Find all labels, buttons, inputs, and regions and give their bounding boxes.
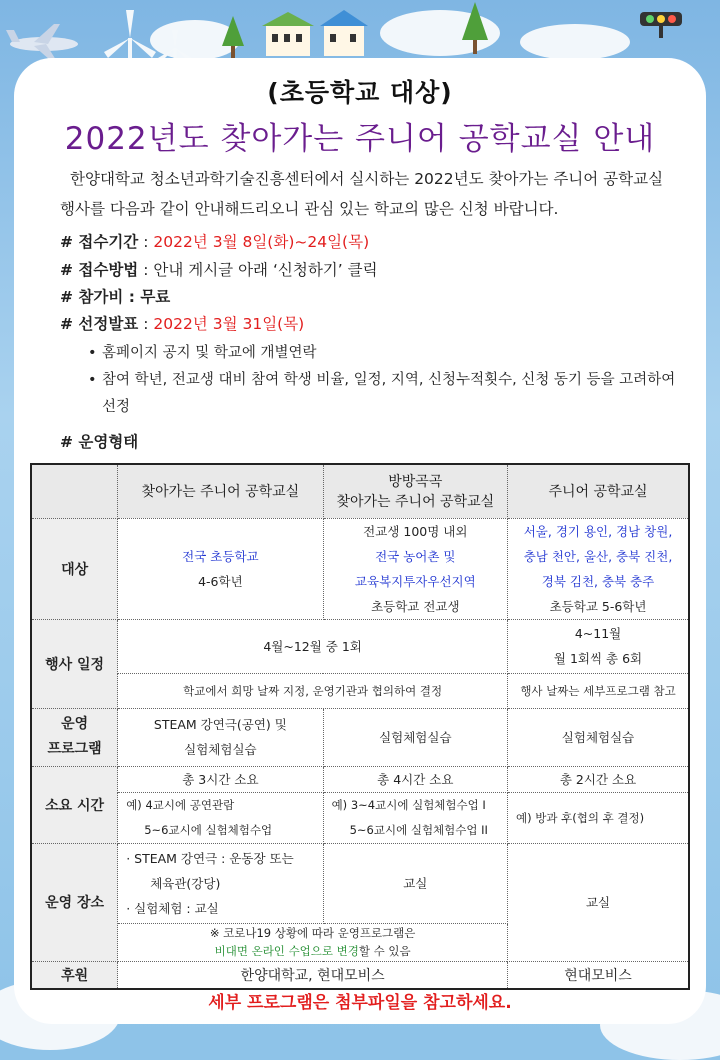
table-cell: 실험체험실습 [508,708,689,766]
cell-line: 충남 천안, 울산, 충북 진천, [523,548,673,564]
cloud-decoration [520,24,630,60]
row-label: 운영 장소 [31,843,118,961]
subtitle: (초등학교 대상) [267,78,453,107]
row-label: 행사 일정 [31,619,118,708]
row-label: 소요 시간 [31,766,118,843]
table-header: 주니어 공학교실 [508,464,689,518]
row-label-line: 프로그램 [47,741,102,757]
table-cell: 한양대학교, 현대모비스 [118,961,508,989]
table-cell [508,619,689,673]
table-cell [118,843,323,923]
tree-icon [460,0,490,56]
covid-note-line: ※ 코로나19 상황에 따라 운영프로그램은 [209,926,416,940]
cell-line: 전국 초등학교 [182,548,259,564]
row-label: 대상 [31,518,118,619]
cell-line: 예) 4교시에 공연관람 [126,797,235,812]
table-cell: 총 3시간 소요 [118,766,323,792]
info-separator: : [138,315,154,333]
table-cell [118,792,323,843]
ops-heading-text: # 운영형태 [60,433,139,451]
table-cell: 교실 [508,843,689,961]
cell-line: 월 1회씩 총 6회 [553,651,643,666]
table-row [31,961,689,989]
info-fee [60,285,170,307]
bullet-dot-icon: • [88,372,97,388]
table-cell: 총 2시간 소요 [508,766,689,792]
info-separator: : [123,288,141,306]
info-key: # 참가비 [60,288,124,306]
bullet-dot-icon: • [88,345,97,361]
cell-line: · STEAM 강연극 : 운동장 또는 [126,850,294,866]
row-label: 후원 [31,961,118,989]
table-row [31,792,689,843]
table-cell: 실험체험실습 [323,708,507,766]
tree-icon [220,14,246,58]
table-cell: 교실 [323,843,507,923]
house-icon [258,8,318,56]
info-key: # 선정발표 [60,315,139,333]
table-cell [323,518,507,619]
cell-line: 5~6교시에 실험체험수업 II [349,822,488,837]
cell-line: · 실험체험 : 교실 [126,900,219,916]
table-cell: 총 4시간 소요 [323,766,507,792]
info-value: 2022년 3월 31일(목) [153,315,305,333]
row-label-line: 운영 [61,716,89,732]
intro-paragraph: 한양대학교 청소년과학기술진흥센터에서 실시하는 2022년도 찾아가는 주니어 공학교실 행사를 다음과 같이 안내해드리오니 관심 있는 학교의 많은 신청 바랍니다. [60,170,664,218]
table-row [31,766,689,792]
table-cell: 4월~12월 중 1회 [118,619,508,673]
info-announcement [60,312,304,334]
table-cell [118,708,323,766]
cell-line: 4~11월 [574,626,622,641]
table-header: 찾아가는 주니어 공학교실 [118,464,323,518]
bullet-item [88,340,678,367]
cell-line: 5~6교시에 실험체험수업 [144,822,273,837]
table-cell [508,518,689,619]
info-application-method [60,258,378,280]
table-row [31,843,689,923]
table-header-line: 방방곡곡 [388,474,443,491]
info-separator: : [138,261,154,279]
info-value: 안내 게시글 아래 ‘신청하기’ 클릭 [153,261,378,279]
table-header-line: 찾아가는 주니어 공학교실 [336,494,495,511]
traffic-light-icon [638,8,684,38]
table-row [31,619,689,673]
table-header-corner [31,464,118,518]
table-header [323,464,507,518]
bullet-item [88,367,678,421]
cell-line: 경북 김천, 충북 충주 [541,573,655,589]
table-cell [118,923,508,961]
cell-line: 4-6학년 [198,573,243,589]
table-row [31,518,689,619]
cell-line: 예) 3~4교시에 실험체험수업 I [331,797,486,812]
table-cell: 예) 방과 후(협의 후 결정) [508,792,689,843]
cell-line: 초등학교 5-6학년 [549,598,647,614]
cell-line: 체육관(강당) [150,875,221,891]
footer-note: 세부 프로그램은 첨부파일을 참고하세요. [208,993,512,1013]
table-cell: 현대모비스 [508,961,689,989]
info-application-period [60,230,369,252]
cell-line: 초등학교 전교생 [371,598,460,614]
table-row [31,708,689,766]
table-row [31,673,689,708]
info-value: 2022년 3월 8일(화)~24일(목) [153,233,370,251]
page-title: 2022년도 찾아가는 주니어 공학교실 안내 [64,121,656,157]
covid-note-highlight: 비대면 온라인 수업으로 변경 [214,944,359,958]
table-cell [118,518,323,619]
covid-note-rest: 할 수 있음 [358,944,411,958]
info-key: # 접수방법 [60,261,139,279]
table-cell [323,792,507,843]
ops-heading [60,430,138,452]
bullet-text: 홈페이지 공지 및 학교에 개별연락 [102,345,317,361]
cell-line: 전국 농어촌 및 [375,548,456,564]
row-label [31,708,118,766]
covid-note-line [118,942,507,960]
operations-table [30,463,690,990]
cell-line: 실험체험실습 [184,742,257,757]
info-separator: : [138,233,154,251]
table-cell: 학교에서 희망 날짜 지정, 운영기관과 협의하여 결정 [118,673,508,708]
bullet-text: 참여 학년, 전교생 대비 참여 학생 비율, 일정, 지역, 신청누적횟수, 신청 동기 등을 고려하여 선정 [102,372,676,415]
cell-line: STEAM 강연극(공연) 및 [153,717,287,732]
cell-line: 교육복지투자우선지역 [354,573,476,589]
cell-line: 전교생 100명 내외 [363,523,468,539]
table-cell: 행사 날짜는 세부프로그램 참고 [508,673,689,708]
cell-line: 서울, 경기 용인, 경남 창원, [523,523,673,539]
info-value: 무료 [140,288,171,306]
house-icon [316,6,372,56]
table-header-row [31,464,689,518]
info-key: # 접수기간 [60,233,139,251]
